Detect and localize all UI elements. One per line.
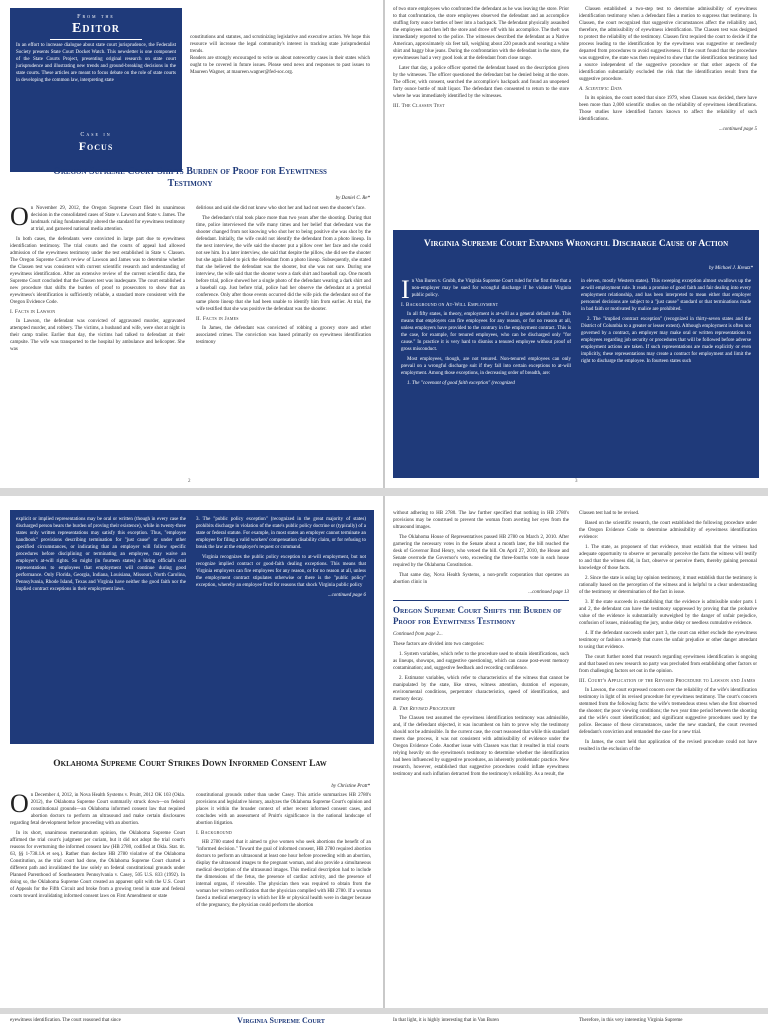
court-application-heading: III. Court's Application of the Revised Procedure to Lawson and James: [579, 678, 756, 684]
rt-p1: of two store employees who confronted the defendant as he was leaving the store. Prior to that confrontation, the store employees observed the defendant and an accomplice stuffing forty ounce bottles of beer into a backpack. The defendant physically assaulted the employees and then left the store and drove off with his accomplice. The theft was immediately reported to the police. The witnesses described the defendant as a Native American, approximately six feet tall, weighing about 220 pounds and wearing a white shirt and baggy blue jeans. During the confrontation with the defendant in the store, the eyewitnesses had a very good look at the defendant from close range.: [393, 7, 569, 61]
continued-page-13: ...continued page 13: [528, 590, 569, 595]
rb-c2-p1: Classen test had to be revised.: [579, 511, 640, 516]
page-number-3: 3: [575, 479, 578, 484]
rb-c2-p9: In James, the court held that application of the revised procedure could not have resulted in the exclusion of the: [579, 740, 757, 752]
virginia-c2-p2: 2. The "implied contract exception" (recognized in thirty-seven states and the District of Columbia to a greater or lesser extent). Although employment is often not governed by a contract, an employer may make oral or written representations to employees regarding job security or procedures that will be followed before adverse employment actions are taken. If such representations are made explicitly or even implicitly, these representations may create a contract for employment and limit the right to discharge the employee. In fourteen states such: [581, 317, 751, 364]
virginia-continued-box: [10, 510, 374, 744]
rb-col-1: [393, 510, 569, 781]
rb-p3: That same day, Nova Health Systems, a non-profit corporation that operates an abortion clinic in: [393, 573, 569, 585]
next-spread-peek: [0, 1008, 768, 1024]
dropcap-o-2: O: [10, 789, 29, 818]
virginia-col-1: [401, 275, 571, 390]
virginia-p3: Most employees, though, are not tenured. Non-tenured employees can only prevail on a wrongful discharge suit if they fall into certain exceptions to at-will employment. Among those exceptions, in decreasing order of breadth, are:: [401, 357, 571, 376]
classen-test-heading: III. The Classen Test: [393, 103, 445, 109]
background-heading: I. Background: [196, 830, 232, 836]
case-in-label: Case in: [80, 132, 112, 138]
rb-p4: These factors are divided into two categories:: [393, 642, 485, 647]
facts-lawson-heading: I. Facts in Lawson: [10, 309, 56, 315]
section-rule: [393, 600, 569, 601]
rb-c2-p2: Based on the scientific research, the court established the following procedure under the Oregon Evidence Code to determine admissibility of eyewitness identification evidence:: [579, 521, 757, 540]
article-title-virginia: Virginia Supreme Court Expands Wrongful Discharge Cause of Action: [423, 239, 729, 249]
rb-c2-p8: In Lawson, the court expressed concern over the reliability of the wife's identification testimony in light of its revised procedure for eyewitness testimony. The court's concern stemmed from the following facts: the wife's tremendous stress when she first observed the shooter; the poor viewing conditions; the two year time period between the shooting and the wife's court identification; and significant suggestive procedures used by the police. Because of these circumstances, under the new standard, the court reversed defendant's conviction and remanded the case for a new trial.: [579, 688, 757, 735]
case-in-focus-box: [10, 128, 182, 162]
right-top-col-1: [393, 6, 569, 112]
page-4: [0, 496, 383, 1024]
spread-pages-4-5: [0, 496, 768, 1024]
article-title-oklahoma: Oklahoma Supreme Court Strikes Down Informed Consent Law: [53, 759, 327, 769]
editor-heading: Editor: [50, 21, 142, 40]
box-col-2-p2: Virginia recognizes the public policy exception to at-will employment, but not recognize implied contract or good-faith dealing exceptions. This means that Virginia employers can fire employees for any reason, or for no reason at all, unless the employment contract stipulates otherwise or there is the "public policy" exception, whereby an employee fired for reasons that shock Virginia public policy: [196, 555, 366, 588]
at-will-heading: I. Background on At-Will Employment: [401, 302, 499, 308]
virginia-col-2: [581, 278, 751, 368]
article-title-oregon-continued: Oregon Supreme Court Shifts the Burden of Proof for Eyewitness Testimony: [393, 605, 562, 626]
dropcap-o: O: [10, 202, 29, 231]
focus-heading: Focus: [78, 139, 114, 153]
rb-c2-p6: 4. If the defendant succeeds under part 3, the court can either exclude the eyewitness testimony or fashion a remedy that cures the unfair prejudice or other danger attendant to using that evidence.: [579, 631, 757, 650]
oregon-col-1: [10, 202, 185, 356]
rb-p5: 1. System variables, which refer to the procedure used to obtain identifications, such as lineups, showups, and suggestive questioning, which can cause post-event memory contamination; and, suggestive feedback and recording confidence.: [393, 652, 569, 671]
virginia-p2: In all fifty states, in theory, employment is at-will as a general default rule. This means that employers can fire employees for any reason, or for no reason at all, unless employers have provided to the contrary in the employment contract. This is the case, for example, for tenured employees, who can be discharged only "for cause." In practice it is very hard to dismiss a tenured employee without proof of gross misconduct.: [401, 312, 571, 352]
virginia-p4: 1. The "covenant of good faith exception" (recognized: [407, 381, 515, 386]
page-3: [385, 0, 768, 488]
rb-p1: without adhering to HB 2780. The law further specified that nothing in HB 2780's provisions may be construed to prevent the woman from averting her eyes from the ultrasound images.: [393, 511, 569, 530]
rb-c2-p7: The court further noted that research regarding eyewitness identification is ongoing and that based on new research no party was precluded from establishing other factors or from challenging factors set out in the opinion.: [579, 655, 757, 674]
box-col-2-p1: 3. The "public policy exception" (recognized in the great majority of states) prohibits discharge in violation of the state's public policy doctrine or (typically) of a state or federal statute. For example, in most states an employer cannot terminate an employee for filing a valid workers' compensation disability claim, or for refusing to break the law at the employer's request or command.: [196, 517, 366, 550]
box-col-1: [16, 516, 186, 596]
virginia-lead: n Van Buren v. Grubb, the Virginia Supreme Court ruled for the first time that a non-employer may be sued for wrongful discharge if he violated Virginia public policy.: [411, 279, 571, 298]
from-the-label: From the: [77, 14, 115, 20]
right-top-col-2: [579, 6, 757, 133]
oregon-p2: In both cases, the defendants were convicted in large part due to eyewitness identification testimony. The trial courts and the courts of appeal had allowed admission of the eyewitness testimony under the test established in State v. Classen. The Oregon Supreme Court's review of Lawson and James was to determine whether the Classen test was consistent with current scientific research and understanding of eyewitness identification. After an extensive review of the current scientific data, the Supreme Court concluded that the Classen test was inadequate. The court established a new procedure that shifts the burden of proof to prosecutors to show that an eyewitness's identification is sufficiently reliable, a standard more consistent with the Oregon Evidence Code.: [10, 237, 185, 305]
rb-p6: 2. Estimator variables, which refer to characteristics of the witness that cannot be manipulated by the state, like stress, witness attention, duration of exposure, environmental conditions, perpetrator characteristics, speed of identification, and memory decay.: [393, 676, 569, 702]
oklahoma-p2: In its short, unanimous memorandum opinion, the Oklahoma Supreme Court affirmed the trial court's judgment per curiam, but it did not adopt the trial court's reasons for overturning the informed consent law (HB 2780, codified at Okla. Stat. tit. 63, §§ 1-738.1A et seq.). Rather than declare HB 2780 violative of the Oklahoma Constitution, as the trial court had done, the Oklahoma Supreme Court charted a different path and invalidated the law solely on federal constitutional grounds under Planned Parenthood of Southeastern Pennsylvania v. Casey, 505 U.S. 833 (1992). In doing so, the Oklahoma Supreme Court created an apparent split with the U.S. Court of Appeals for the Fifth Circuit and broke from a growing trend in state and federal courts toward invalidating informed consent laws on First Amendment or state: [10, 831, 185, 899]
rb-c2-p4: 2. Since the state is using lay opinion testimony, it must establish that the testimony is rationally based on the perception of the witness and is helpful to a clear understanding of the testimony or determination of the fact in issue.: [579, 576, 757, 595]
continued-page-5: ...continued page 5: [718, 127, 757, 132]
oregon-col-2: [196, 205, 371, 349]
facts-james-heading: II. Facts in James: [196, 316, 239, 322]
rt-p2: Later that day, a police officer spotted the defendant based on the description given by the witnesses. The officer questioned the defendant but he denied being at the store. The officer, with consent, searched the accomplice's backpack and found an unopened forty ounce bottle of malt liquor. The defendant then consented to return to the store where he was immediately identified by the witnesses.: [393, 66, 569, 99]
oklahoma-lead: n December 4, 2012, in Nova Health Systems v. Pruitt, 2012 OK 103 (Okla. 2012), the Oklahoma Supreme Court summarily struck down—on federal constitutional grounds—an Oklahoma informed consent law that required abortion doctors to perform an ultrasound and make certain disclosures regarding fetal development before proceeding with an abortion.: [10, 793, 185, 826]
byline-michael: by Michael J. Kreutz*: [709, 266, 753, 271]
article-title-oregon: Oregon Supreme Court Shifts Burden of Proof for Eyewitness Testimony: [53, 166, 327, 189]
oklahoma-col-2: [196, 792, 371, 912]
box-col-1-text: explicit or implied representations may be oral or written (though in every case the discharged person bears the burden of proving their existence), while in twenty-three states only written representations may satisfy this exception. Thus, "employee handbook" provisions describing termination for "just cause" or under other specified circumstances, or indicating that an employer will follow specific procedures before disciplining or terminating an employee, may waive an employer's at-will rights. So might (in fourteen states) a hiring official's oral representations to employees that employment will continue during good performance. Only Florida, Georgia, Indiana, Louisiana, Missouri, North Carolina, Pennsylvania, Rhode Island, Texas and Virginia have neither the good faith nor the implied contract exceptions in their employment laws.: [16, 517, 186, 592]
editor-col-2-text: constitutions and statutes, and scrutinizing legislative and executive action. We hope this resource will increase the legal community's interest in tracking state jurisprudential trends. Readers are strongly encouraged to write us about noteworthy cases in their states which ought to be covered in future issues. Please send news and responses to past issues to Maureen Wagner, at maureen.wagner@fed-soc.org.: [190, 35, 370, 75]
page-2: [0, 0, 383, 488]
page-number-2: 2: [188, 479, 191, 484]
continued-from-page-2: Continued from page 2...: [393, 632, 443, 637]
spread-pages-2-3: [0, 0, 768, 488]
dropcap-i: I: [401, 275, 410, 304]
peek-right-text-1: In that light, it is highly interesting that in Van Buren: [393, 1018, 499, 1023]
box-col-2: [196, 516, 366, 599]
oklahoma-c2-p1: constitutional grounds rather than under Casey. This article summarizes HB 2780's provisions and legislative history, analyzes the Oklahoma Supreme Court's opinion and places it within the broader context of other recent informed consent cases, and concludes with an assessment of Pruitt's significance in the national landscape of abortion litigation.: [196, 793, 371, 826]
scientific-data-heading: A. Scientific Data: [579, 86, 622, 92]
page-5: [385, 496, 768, 1024]
rb-p2: The Oklahoma House of Representatives passed HB 2780 on March 2, 2010. After garnering the necessary votes in the Senate about a month later, the bill reached the desk of Governor Brad Henry, who vetoed the bill. On April 27, 2010, the House and Senate overrode the Governor's veto, exceeding the three-fourths vote in each house required by the Oklahoma Constitution.: [393, 535, 569, 568]
oregon-col2-p1: delirious and said she did not know who shot her and had not seen the shooter's face.: [196, 206, 366, 211]
oregon-lead: n November 29, 2012, the Oregon Supreme Court filed its unanimous decision in the consolidated cases of State v. Lawson and State v. James. The landmark ruling fundamentally altered the standard for eyewitness testimony at trial, and garnered national media attention.: [30, 206, 185, 232]
rb-c2-p5: 3. If the state succeeds in establishing that the evidence is admissible under parts 1 and 2, the defendant can have the testimony suppressed by proving that the probative value of the evidence is substantially outweighed by the danger of unfair prejudice, confusion of issues, misleading the jury, undue delay or needless cumulative evidence.: [579, 600, 757, 626]
oregon-p3: In Lawson, the defendant was convicted of aggravated murder, aggravated attempted murder, and robbery. The victims, a husband and wife, were shot at night in their camp trailer. Earlier that day, the victims had talked to defendant at their campsite. The wife was transported to the hospital by ambulance and helicopter. She was: [10, 319, 185, 352]
virginia-box: [393, 230, 759, 478]
rt-c2-p1: Classen established a two-step test to determine admissibility of eyewitness identification testimony when a defendant files a motion to suppress that testimony. In Classen, the court recognized that suggestive circumstances affect the reliability and, therefore, the admissibility of eyewitness identification. The Classen test was designed to protect the reliability of the testimony. Classen first required the court to decide if the process leading to the identification by the eyewitness was suggestive or needlessly departed from procedures to avoid suggestiveness. If the court found that the procedure was suggestive, the state was then required to show that the identification testimony had a source independent of the suggestive procedure or that other aspects of the identification substantially excluded the risk that the identification result from the suggestive procedure.: [579, 7, 757, 82]
oklahoma-c2-p2: HB 2780 stated that it aimed to give women who seek abortions the benefit of an "informed decision." Toward the goal of informed consent, HB 2780 required abortion doctors to perform an ultrasound at least one hour before proceeding with an abortion, display the ultrasound images to the pregnant woman, and also provide a simultaneous medical description of the ultrasound images. This medical description had to include the dimensions of the fetus, the presence of cardiac activity, and the presence of internal organs, if viewable. The physician then was required to obtain from the woman her written certification that the physician complied with HB 2780. If a woman faced a medical emergency in which her life or physical health were in danger because of the pregnancy, the physician could perform the abortion: [196, 840, 371, 908]
continued-page-6: ...continued page 6: [327, 593, 366, 598]
rb-col-2: [579, 510, 757, 756]
editor-col-1: [16, 42, 176, 87]
byline-daniel: by Daniel C. Re*: [335, 196, 370, 201]
rb-p7: The Classen test assumed the eyewitness identification testimony was admissible, and, if the defendant objected, it was incumbent on him to prove why the testimony should not be admissible. In the current case, the court reasoned that while this standard meets due process, it was not consistent with admissibility of evidence under the Oregon Evidence Code. Another issue with Classen was that it resulted in trial courts relying heavily on the eyewitness's testimony to determine whether the identification had been influenced by suggestive procedures, an inherently problematic practice. New research, however, established that suggestive procedures could inflate eyewitness testimony and such inflation detracted from the testimony's reliability. As a result, the: [393, 716, 569, 777]
oregon-col2-p3: In James, the defendant was convicted of robbing a grocery store and other associated crimes. The conviction was based primarily on eyewitness identification testimony: [196, 326, 371, 345]
peek-left-text: eyewitness identification. The court reasoned that since: [10, 1018, 121, 1023]
peek-right-text-2: Therefore, in this very interesting Virginia Supreme: [579, 1018, 683, 1023]
oklahoma-col-1: [10, 789, 185, 903]
rt-c2-p2: In its opinion, the court noted that since 1979, when Classen was decided, there have been more than 2,000 scientific studies on the reliability of eyewitness identifications. Those studies have identified factors known to affect the reliability of such identifications.: [579, 96, 757, 122]
byline-christine: by Christine Pratt*: [331, 784, 370, 789]
oregon-col2-p2: The defendant's trial took place more than two years after the shooting. During that time, police interviewed the wife many times and her belief that defendant was the shooter changed from not knowing who shot her to being positive she was shot by the defendant. Initially, the wife could not identify the defendant from a photo lineup. In the next interview, the wife said the shooter put a pillow over her face and she could not see him. In a later interview, she said that despite the pillow, she did see the shooter but she again failed to pick the defendant from a photo lineup. Subsequently, she stated that she believed the defendant was the shooter, but she was not sure. During one interview, the wife said that the shooter wore a dark shirt and baseball cap. One month before trial, police showed her a single photo of the defendant wearing a dark shirt and a baseball cap. Just before trial, police had her observe the defendant at a pretrial conference. Only after those events occurred did the wife pick the defendant out of the same photo lineup that she had been unable to identify him from earlier. At trial, the wife testified that she was positive the defendant was the shooter.: [196, 216, 371, 312]
revised-procedure-heading: B. The Revised Procedure: [393, 706, 456, 712]
rb-c2-p3: 1. The state, as proponent of that evidence, must establish that the witness had adequate opportunity to observe or personally perceive the facts the witness will testify to and that the witness did, in fact, observe or perceive them, thereby gaining personal knowledge of those facts.: [579, 545, 757, 571]
peek-left-title: Virginia Supreme Court: [237, 1016, 325, 1024]
editor-col-2: [190, 34, 370, 79]
virginia-c2-p1: in eleven, mostly Western states). This sweeping exception almost swallows up the at-will employment rule. It reads a promise of good faith and fair dealing into every employment relationship, and has been interpreted to mean either that employer personnel decisions are subject to a "just cause" standard or that terminations made in bad faith or motivated by malice are prohibited.: [581, 279, 751, 312]
editor-col-1-text: In an effort to increase dialogue about state court jurisprudence, the Federalist Society presents State Court Docket Watch. This newsletter is one component of the State Courts Project, presenting original research on state court jurisprudence and illustrating new trends and ground-breaking decisions in the state courts. These articles are meant to focus debate on the role of state courts in developing the common law, interpreting state: [16, 43, 176, 83]
